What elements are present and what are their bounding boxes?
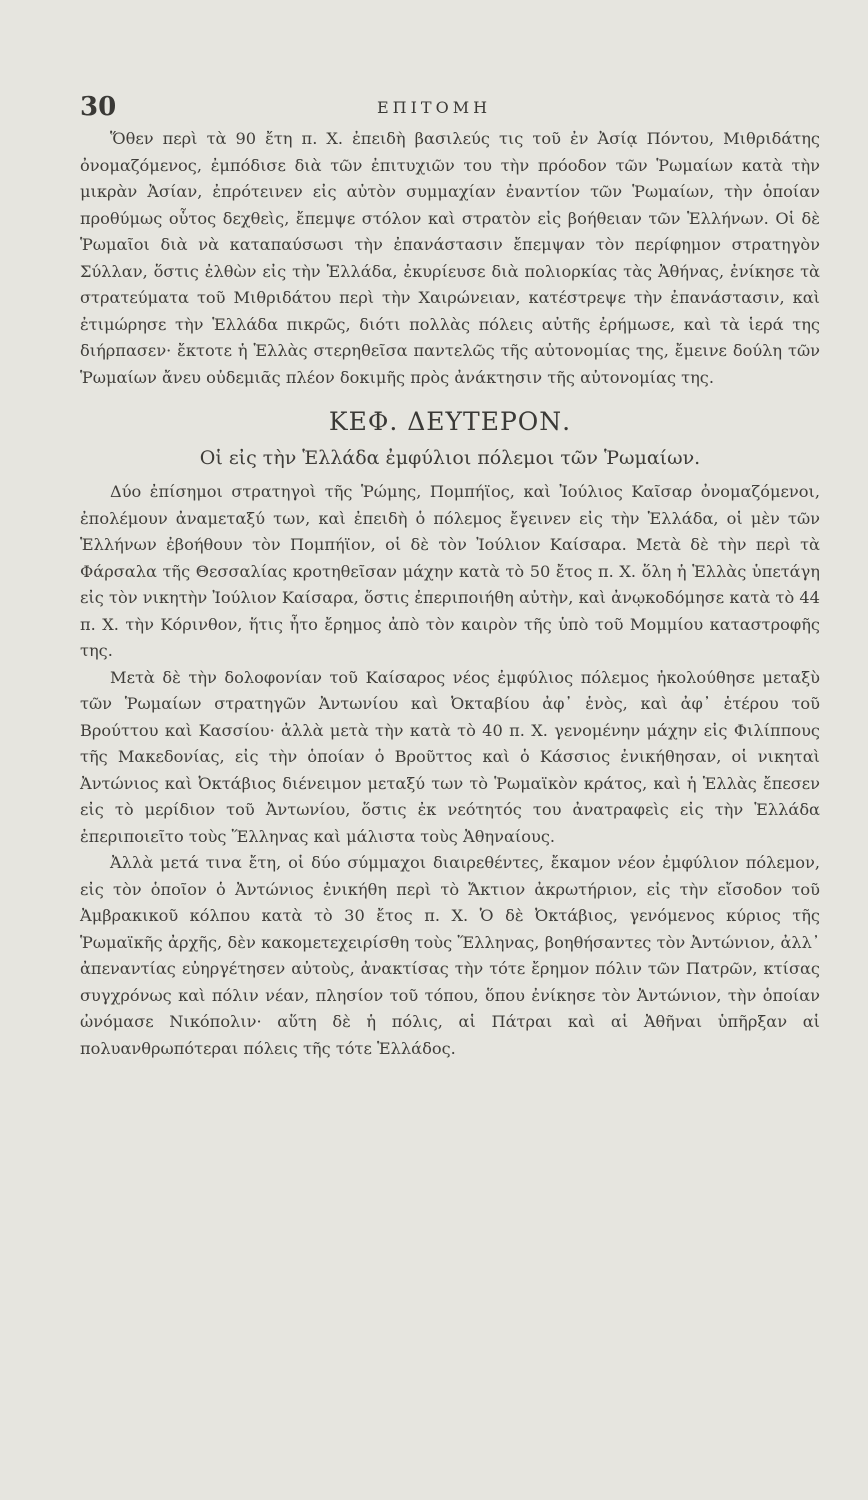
body-text bbox=[80, 126, 820, 1062]
chapter-paragraph-3: Ἀλλὰ μετά τινα ἔτη, οἱ δύο σύμμαχοι διαιρεθέντες, ἔκαμον νέον ἐμφύλιον πόλεμον, εἰς τὸν ὁποῖον ὁ Ἀντώνιος ἐνικήθη περὶ τὸ Ἄκτιον ἀκρωτήριον, εἰς τὴν εἴσοδον τοῦ Ἀμβρακικοῦ κόλπου κατὰ τὸ 30 ἔτος π. Χ. Ὁ δὲ Ὀκτάβιος, γενόμενος κύριος τῆς Ῥωμαϊκῆς ἀρχῆς, δὲν κακομετεχειρίσθη τοὺς Ἕλληνας, βοηθήσαντες τὸν Ἀντώνιον, ἀλλ᾽ ἀπεναντίας εὐηργέτησεν αὐτοὺς, ἀνακτίσας τὴν τότε ἔρημον πόλιν τῶν Πατρῶν, κτίσας συγχρόνως καὶ πόλιν νέαν, πλησίον τοῦ τόπου, ὅπου ἐνίκησε τὸν Ἀντώνιον, τὴν ὁποίαν ὠνόμασε Νικόπολιν· αὕτη δὲ ἡ πόλις, αἱ Πάτραι καὶ αἱ Ἀθῆναι ὑπῆρξαν αἱ πολυανθρωπότεραι πόλεις τῆς τότε Ἑλλάδος. bbox=[80, 853, 820, 1058]
intro-paragraph: Ὅθεν περὶ τὰ 90 ἔτη π. Χ. ἐπειδὴ βασιλεύς τις τοῦ ἐν Ἀσίᾳ Πόντου, Μιθριδάτης ὀνομαζόμενος, ἐμπόδισε διὰ τῶν ἐπιτυχιῶν του τὴν πρόοδον τῶν Ῥωμαίων κατὰ τὴν μικρὰν Ἀσίαν, ἐπρότεινεν εἰς αὐτὸν συμμαχίαν ἐναντίον τῶν Ῥωμαίων, τὴν ὁποίαν προθύμως οὗτος δεχθεὶς, ἔπεμψε στόλον καὶ στρατὸν εἰς βοήθειαν τῶν Ἑλλήνων. Οἱ δὲ Ῥωμαῖοι διὰ νὰ καταπαύσωσι τὴν ἐπανάστασιν ἔπεμψαν τὸν περίφημον στρατηγὸν Σύλλαν, ὅστις ἐλθὼν εἰς τὴν Ἑλλάδα, ἐκυρίευσε διὰ πολιορκίας τὰς Ἀθήνας, ἐνίκησε τὰ στρατεύματα τοῦ Μιθριδάτου περὶ τὴν Χαιρώνειαν, κατέστρεψε τὴν ἐπανάστασιν, καὶ ἐτιμώρησε τὴν Ἑλλάδα πικρῶς, διότι πολλὰς πόλεις αὐτῆς ἐρήμωσε, καὶ τὰ ἱερά της διήρπασεν· ἔκτοτε ἡ Ἑλλὰς στερηθεῖσα παντελῶς τῆς αὐτονομίας της, ἔμεινε δούλη τῶν Ῥωμαίων ἄνευ οὐδεμιᾶς πλέον δοκιμῆς πρὸς ἀνάκτησιν τῆς αὐτονομίας της. bbox=[80, 129, 820, 387]
chapter-title: ΚΕΦ. ΔΕΥΤΕΡΟΝ. bbox=[328, 407, 572, 436]
running-head: ΕΠΙΤΟΜΗ bbox=[376, 98, 492, 117]
chapter-paragraph-1: Δύο ἐπίσημοι στρατηγοὶ τῆς Ῥώμης, Πομπήϊος, καὶ Ἰούλιος Καῖσαρ ὀνομαζόμενοι, ἐπολέμουν ἀναμεταξύ των, καὶ ἐπειδὴ ὁ πόλεμος ἔγεινεν εἰς τὴν Ἑλλάδα, οἱ μὲν τῶν Ἑλλήνων ἐβοήθουν τὸν Πομπήϊον, οἱ δὲ τὸν Ἰούλιον Καίσαρα. Μετὰ δὲ τὴν περὶ τὰ Φάρσαλα τῆς Θεσσαλίας κροτηθεῖσαν μάχην κατὰ τὸ 50 ἔτος π. Χ. ὅλη ἡ Ἑλλὰς ὑπετάγη εἰς τὸν νικητὴν Ἰούλιον Καίσαρα, ὅστις ἐπεριποιήθη αὐτὴν, καὶ ἀνῳκοδόμησε κατὰ τὸ 44 π. Χ. τὴν Κόρινθον, ἥτις ἦτο ἔρημος ἀπὸ τὸν καιρὸν τῆς ὑπὸ τοῦ Μομμίου καταστροφῆς της. bbox=[80, 482, 820, 660]
chapter-subtitle: Οἱ εἰς τὴν Ἑλλάδα ἐμφύλιοι πόλεμοι τῶν Ῥωμαίων. bbox=[199, 447, 701, 469]
page-number: 30 bbox=[80, 92, 117, 122]
chapter-paragraph-2: Μετὰ δὲ τὴν δολοφονίαν τοῦ Καίσαρος νέος ἐμφύλιος πόλεμος ἠκολούθησε μεταξὺ τῶν Ῥωμαίων στρατηγῶν Ἀντωνίου καὶ Ὀκταβίου ἀφ᾽ ἑνὸς, καὶ ἀφ᾽ ἑτέρου τοῦ Βρούττου καὶ Κασσίου· ἀλλὰ μετὰ τὴν κατὰ τὸ 40 π. Χ. γενομένην μάχην εἰς Φιλίππους τῆς Μακεδονίας, εἰς τὴν ὁποίαν ὁ Βροῦττος καὶ ὁ Κάσσιος ἐνικήθησαν, οἱ νικηταὶ Ἀντώνιος καὶ Ὀκτάβιος διένειμον μεταξύ των τὸ Ῥωμαϊκὸν κράτος, καὶ ἡ Ἑλλὰς ἔπεσεν εἰς τὸ μερίδιον τοῦ Ἀντωνίου, ὅστις ἐκ νεότητός του ἀνατραφεὶς εἰς τὴν Ἑλλάδα ἐπεριποιεῖτο τοὺς Ἕλληνας καὶ μάλιστα τοὺς Ἀθηναίους. bbox=[80, 667, 820, 846]
